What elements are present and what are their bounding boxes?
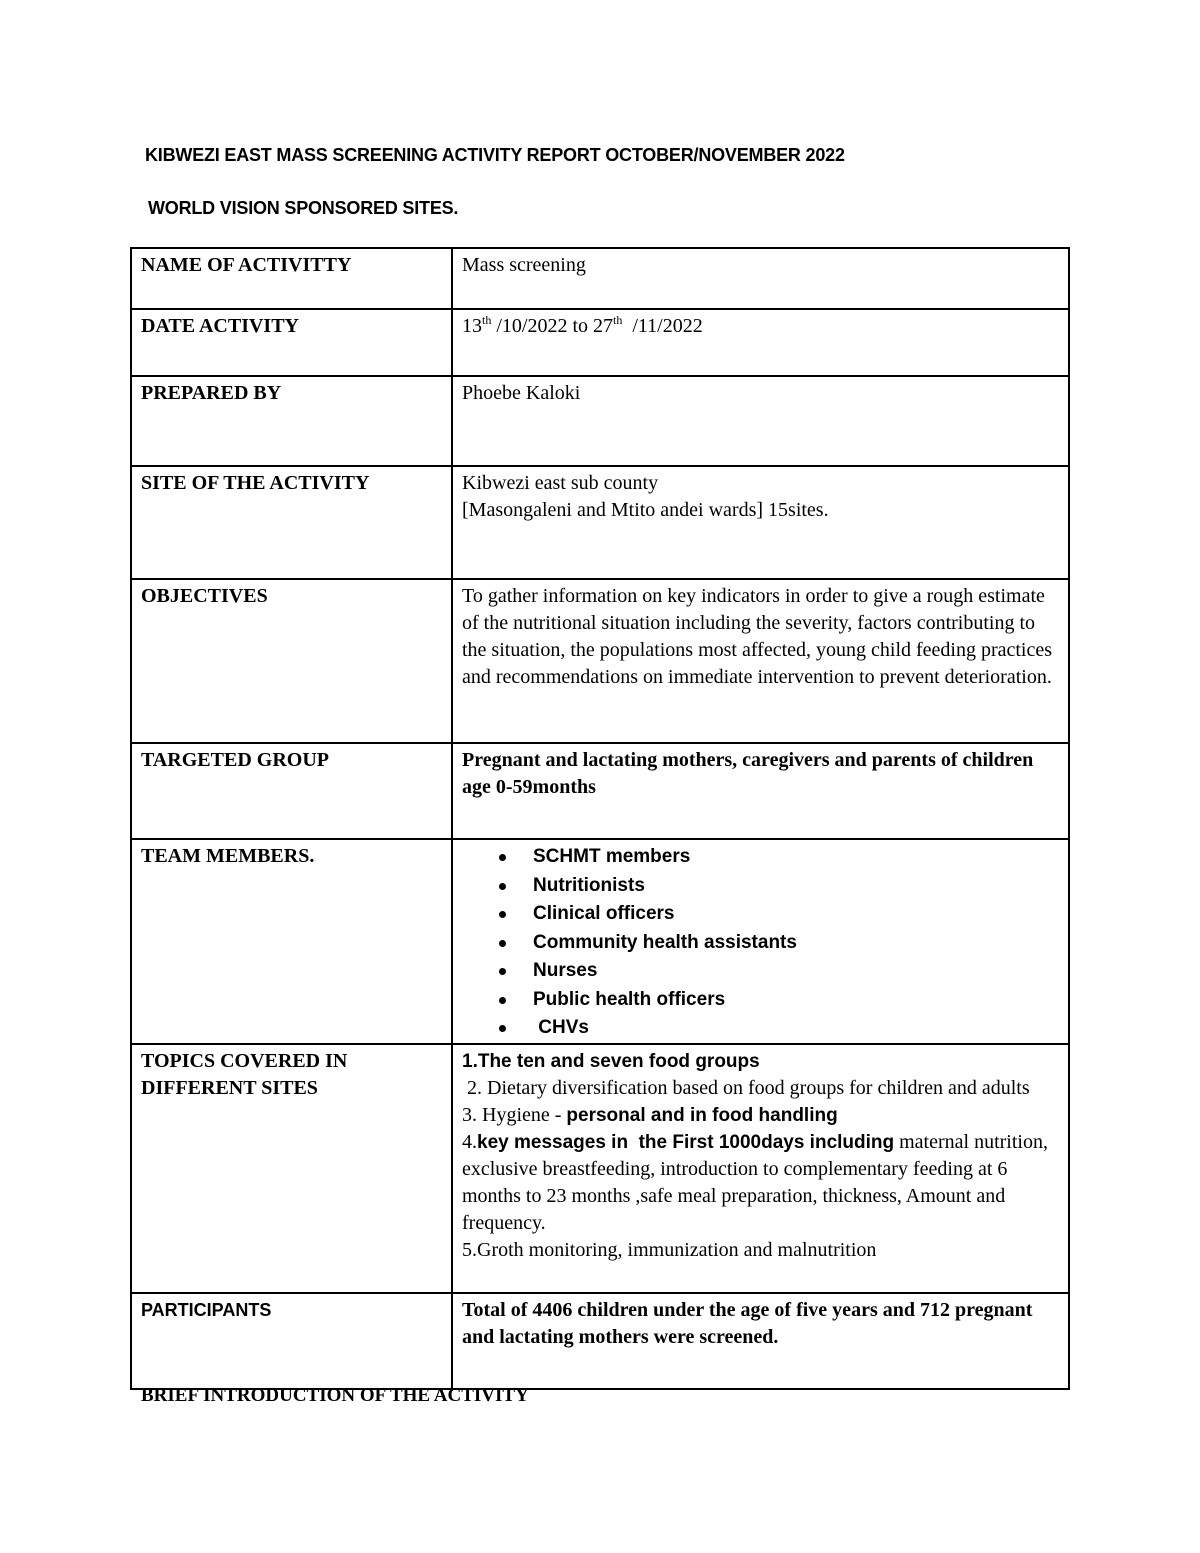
team-members-list <box>462 843 1059 1043</box>
section-heading: BRIEF INTRODUCTION OF THE ACTIVITY <box>141 1385 529 1406</box>
date-start-suffix: th <box>482 313 492 327</box>
list-item: CHVs <box>462 1014 1059 1043</box>
table-row <box>131 376 1069 466</box>
document-title: KIBWEZI EAST MASS SCREENING ACTIVITY REPORT OCTOBER/NOVEMBER 2022 <box>145 145 845 165</box>
team-members-value <box>452 839 1069 1044</box>
name-of-activity-label: NAME OF ACTIVITTY <box>131 248 452 309</box>
participants-value: Total of 4406 children under the age of five years and 712 pregnant and lactating mothers were screened. <box>452 1293 1069 1389</box>
topics-label-line-1: TOPICS COVERED IN <box>141 1049 348 1072</box>
name-of-activity-value: Mass screening <box>452 248 1069 309</box>
topics-value <box>452 1044 1069 1293</box>
activity-report-table <box>130 247 1070 1390</box>
topic-4-bold: key messages in the First 1000days including <box>477 1131 895 1153</box>
list-item: Community health assistants <box>462 929 1059 958</box>
table-row <box>131 839 1069 1044</box>
table-row <box>131 1293 1069 1389</box>
targeted-group-label: TARGETED GROUP <box>131 743 452 839</box>
topics-label <box>131 1044 452 1293</box>
date-activity-value <box>452 309 1069 376</box>
objectives-value: To gather information on key indicators in order to give a rough estimate of the nutritional situation including the severity, factors contributing to the situation, the populations most affected, young child feeding practices and recommendations on immediate intervention to prevent deterioration. <box>452 579 1069 743</box>
participants-label: PARTICIPANTS <box>131 1293 452 1389</box>
team-members-label: TEAM MEMBERS. <box>131 839 452 1044</box>
list-item: Nutritionists <box>462 872 1059 901</box>
table-row <box>131 248 1069 309</box>
date-end-suffix: th <box>613 313 623 327</box>
topic-4-plain: maternal nutrition, exclusive breastfeeding, introduction to complementary feeding at 6 months to 23 months ,safe meal preparation, thickness, Amount and frequency. <box>462 1130 1048 1234</box>
table-row <box>131 466 1069 579</box>
date-end-rest: /11/2022 <box>622 315 703 337</box>
topic-3-plain: 3. Hygiene - <box>462 1103 567 1126</box>
topic-4-num: 4. <box>462 1130 477 1153</box>
site-line-1: Kibwezi east sub county <box>462 472 659 494</box>
table-row <box>131 1044 1069 1293</box>
topic-5: 5.Groth monitoring, immunization and malnutrition <box>462 1238 877 1261</box>
list-item: Nurses <box>462 957 1059 986</box>
prepared-by-label: PREPARED BY <box>131 376 452 466</box>
table-row <box>131 579 1069 743</box>
objectives-label: OBJECTIVES <box>131 579 452 743</box>
topic-3 <box>462 1102 1059 1129</box>
topic-1: 1.The ten and seven food groups <box>462 1050 760 1072</box>
table-row <box>131 309 1069 376</box>
topic-2: 2. Dietary diversification based on food groups for children and adults <box>462 1076 1030 1099</box>
table-row <box>131 743 1069 839</box>
list-item: Clinical officers <box>462 900 1059 929</box>
date-activity-label: DATE ACTIVITY <box>131 309 452 376</box>
site-label: SITE OF THE ACTIVITY <box>131 466 452 579</box>
site-value <box>452 466 1069 579</box>
prepared-by-value: Phoebe Kaloki <box>452 376 1069 466</box>
list-item: SCHMT members <box>462 843 1059 872</box>
topic-4 <box>462 1129 1059 1237</box>
site-line-2: [Masongaleni and Mtito andei wards] 15sites. <box>462 499 829 521</box>
targeted-group-value: Pregnant and lactating mothers, caregivers and parents of children age 0-59months <box>452 743 1069 839</box>
date-start-day: 13 <box>462 315 482 337</box>
document-subtitle: WORLD VISION SPONSORED SITES. <box>148 198 459 218</box>
date-start-rest: /10/2022 to 27 <box>491 315 614 337</box>
list-item: Public health officers <box>462 986 1059 1015</box>
topics-label-line-2: DIFFERENT SITES <box>141 1076 318 1099</box>
topic-3-bold: personal and in food handling <box>566 1104 838 1126</box>
